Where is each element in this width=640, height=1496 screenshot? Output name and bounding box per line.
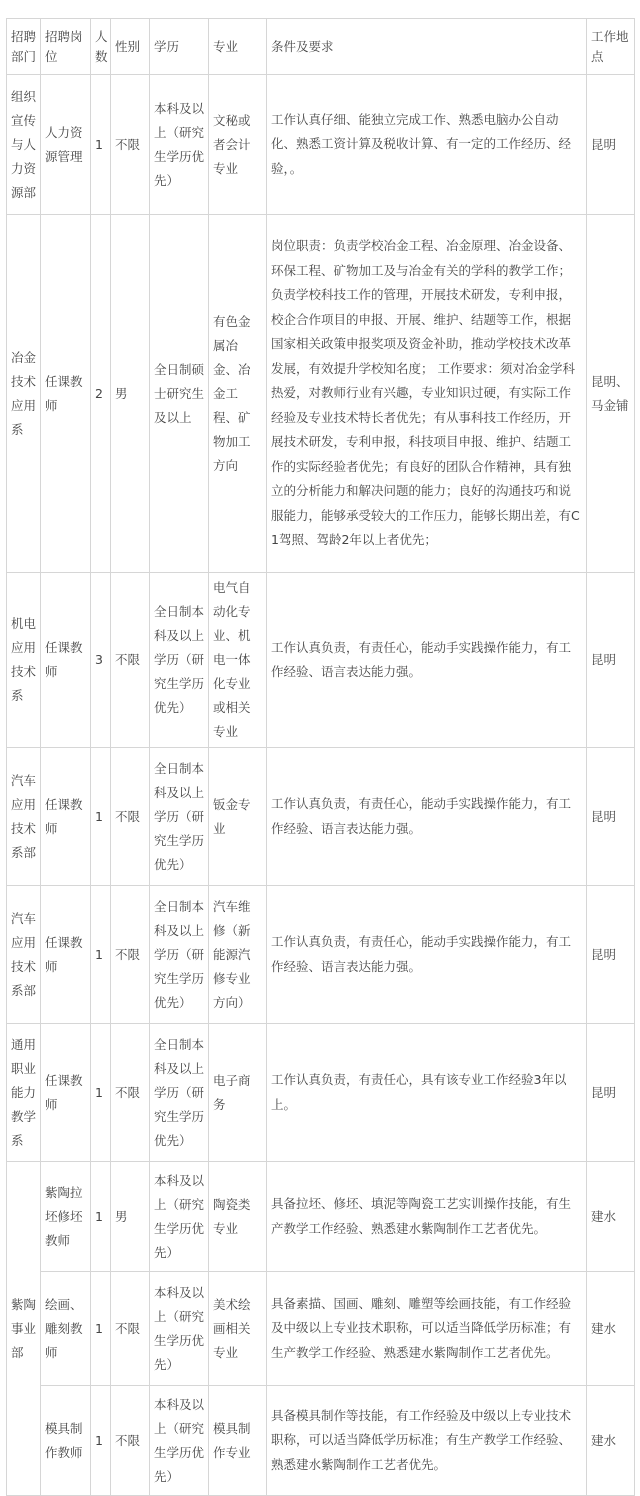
cell-gender: 不限: [111, 573, 150, 748]
cell-education: 本科及以上（研究生学历优先）: [150, 75, 209, 215]
cell-education: 全日制本科及以上学历（研究生学历优先）: [150, 748, 209, 886]
cell-education: 全日制本科及以上学历（研究生学历优先）: [150, 886, 209, 1024]
cell-major: 有色金属冶金、冶金工程、矿物加工方向: [209, 215, 267, 573]
cell-position: 紫陶拉坯修坯教师: [41, 1162, 91, 1272]
cell-requirements: 工作认真负责，有责任心，能动手实践操作能力，有工作经验、语言表达能力强。: [267, 573, 587, 748]
table-row: [7, 1162, 635, 1272]
cell-position: 任课教师: [41, 1024, 91, 1162]
header-count: 人数: [91, 19, 111, 75]
cell-education: 全日制硕士研究生及以上: [150, 215, 209, 573]
cell-position: 绘画、雕刻教师: [41, 1272, 91, 1386]
cell-major: 钣金专业: [209, 748, 267, 886]
cell-dept: 紫陶事业部: [7, 1162, 41, 1496]
cell-major: 电气自动化专业、机电一体化专业或相关专业: [209, 573, 267, 748]
cell-dept: 通用职业能力教学系: [7, 1024, 41, 1162]
cell-requirements: 工作认真负责，有责任心，能动手实践操作能力，有工作经验、语言表达能力强。: [267, 886, 587, 1024]
cell-position: 人力资源管理: [41, 75, 91, 215]
cell-location: 建水: [587, 1162, 635, 1272]
cell-requirements: 工作认真负责，有责任心，具有该专业工作经验3年以上。: [267, 1024, 587, 1162]
cell-count: 1: [91, 886, 111, 1024]
cell-requirements: 工作认真仔细、能独立完成工作、熟悉电脑办公自动化、熟悉工资计算及税收计算、有一定的工作经历、经验，。: [267, 75, 587, 215]
table-row: [7, 215, 635, 573]
cell-requirements: 工作认真负责，有责任心，能动手实践操作能力，有工作经验、语言表达能力强。: [267, 748, 587, 886]
cell-requirements: 具备素描、国画、雕刻、雕塑等绘画技能，有工作经验及中级以上专业技术职称，可以适当降低学历标准；有生产教学工作经验、熟悉建水紫陶制作工艺者优先。: [267, 1272, 587, 1386]
header-dept: 招聘部门: [7, 19, 41, 75]
table-row: [7, 573, 635, 748]
cell-location: 昆明: [587, 573, 635, 748]
cell-major: 陶瓷类专业: [209, 1162, 267, 1272]
header-requirements: 条件及要求: [267, 19, 587, 75]
header-row: [7, 19, 635, 75]
cell-position: 任课教师: [41, 886, 91, 1024]
cell-location: 昆明: [587, 1024, 635, 1162]
header-education: 学历: [150, 19, 209, 75]
table-row: [7, 748, 635, 886]
cell-position: 任课教师: [41, 215, 91, 573]
cell-location: 昆明: [587, 748, 635, 886]
cell-education: 本科及以上（研究生学历优先）: [150, 1272, 209, 1386]
cell-major: 美术绘画相关专业: [209, 1272, 267, 1386]
cell-location: 昆明: [587, 886, 635, 1024]
cell-major: 电子商务: [209, 1024, 267, 1162]
cell-count: 1: [91, 1162, 111, 1272]
cell-requirements: 具备拉坯、修坯、填泥等陶瓷工艺实训操作技能，有生产教学工作经验、熟悉建水紫陶制作工艺者优先。: [267, 1162, 587, 1272]
table-row: [7, 75, 635, 215]
header-location: 工作地点: [587, 19, 635, 75]
cell-gender: 不限: [111, 75, 150, 215]
cell-location: 建水: [587, 1272, 635, 1386]
cell-gender: 不限: [111, 1272, 150, 1386]
table-row: [7, 1386, 635, 1496]
cell-gender: 男: [111, 215, 150, 573]
header-major: 专业: [209, 19, 267, 75]
cell-count: 1: [91, 75, 111, 215]
cell-position: 模具制作教师: [41, 1386, 91, 1496]
cell-education: 本科及以上（研究生学历优先）: [150, 1162, 209, 1272]
cell-count: 1: [91, 1272, 111, 1386]
cell-gender: 不限: [111, 1386, 150, 1496]
cell-education: 全日制本科及以上学历（研究生学历优先）: [150, 1024, 209, 1162]
cell-requirements: 具备模具制作等技能，有工作经验及中级以上专业技术职称，可以适当降低学历标准；有生产教学工作经验、熟悉建水紫陶制作工艺者优先。: [267, 1386, 587, 1496]
cell-dept: 汽车应用技术系部: [7, 748, 41, 886]
cell-count: 1: [91, 748, 111, 886]
cell-position: 任课教师: [41, 748, 91, 886]
cell-count: 1: [91, 1024, 111, 1162]
table-row: [7, 886, 635, 1024]
cell-major: 模具制作专业: [209, 1386, 267, 1496]
cell-dept: 汽车应用技术系部: [7, 886, 41, 1024]
cell-education: 全日制本科及以上学历（研究生学历优先）: [150, 573, 209, 748]
cell-gender: 男: [111, 1162, 150, 1272]
cell-location: 昆明、马金铺: [587, 215, 635, 573]
recruitment-table-container: [6, 18, 634, 1496]
cell-gender: 不限: [111, 1024, 150, 1162]
table-row: [7, 1024, 635, 1162]
cell-dept: 冶金技术应用系: [7, 215, 41, 573]
cell-requirements: 岗位职责：负责学校冶金工程、冶金原理、冶金设备、环保工程、矿物加工及与冶金有关的学科的教学工作；负责学校科技工作的管理，开展技术研发，专利申报，校企合作项目的申报、开展、维护、结题等工作，根据国家相关政策申报奖项及资金补助，推动学校技术改革发展，有效提升学校知名度； 工作要求：须对冶金学科热爱，对教师行业有兴趣，专业知识过硬，有实际工作经验及专业技术特长者优先；有从事科技工作经历，开展技术研发，专利申报，科技项目申报、维护、结题工作的实际经验者优先；有良好的团队合作精神，具有独立的分析能力和解决问题的能力；良好的沟通技巧和说服能力，能够承受较大的工作压力，能够长期出差，有C1驾照、驾龄2年以上者优先；: [267, 215, 587, 573]
cell-count: 3: [91, 573, 111, 748]
cell-major: 汽车维修（新能源汽修专业方向）: [209, 886, 267, 1024]
recruitment-table: [6, 18, 635, 1496]
cell-location: 建水: [587, 1386, 635, 1496]
header-position: 招聘岗位: [41, 19, 91, 75]
cell-count: 2: [91, 215, 111, 573]
cell-major: 文秘或者会计专业: [209, 75, 267, 215]
table-row: [7, 1272, 635, 1386]
cell-education: 本科及以上（研究生学历优先）: [150, 1386, 209, 1496]
header-gender: 性别: [111, 19, 150, 75]
cell-count: 1: [91, 1386, 111, 1496]
cell-gender: 不限: [111, 748, 150, 886]
cell-dept: 机电应用技术系: [7, 573, 41, 748]
cell-position: 任课教师: [41, 573, 91, 748]
cell-dept: 组织宣传与人力资源部: [7, 75, 41, 215]
cell-location: 昆明: [587, 75, 635, 215]
cell-gender: 不限: [111, 886, 150, 1024]
